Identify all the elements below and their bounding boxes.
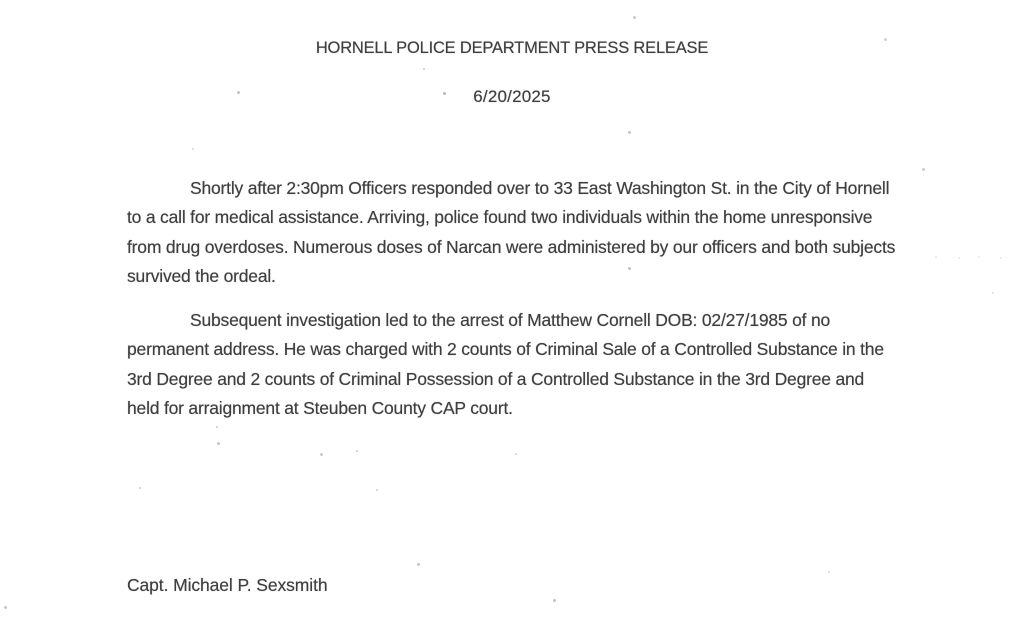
signature-line: Capt. Michael P. Sexsmith xyxy=(127,575,328,595)
scan-speck xyxy=(320,453,323,456)
scan-speck xyxy=(217,442,220,445)
scan-speck xyxy=(828,571,830,573)
scan-speck xyxy=(417,563,420,566)
scan-speck xyxy=(423,68,425,70)
document-date: 6/20/2025 xyxy=(473,87,551,106)
scan-speck xyxy=(376,489,378,491)
scan-speck xyxy=(356,450,358,452)
scan-speck xyxy=(216,426,218,428)
paragraph-arrest: Subsequent investigation led to the arrest of Matthew Cornell DOB: 02/27/1985 of no permanent address. He was charged with 2 counts of Criminal Sale of a Controlled Substance in the 3rd Degree and 2 counts of Criminal Possession of a Controlled Substance in the 3rd Degree and held for arraignment at Steuben County CAP court. xyxy=(127,310,884,418)
document-title: HORNELL POLICE DEPARTMENT PRESS RELEASE xyxy=(315,39,709,57)
scan-speck xyxy=(922,168,925,171)
scan-speck xyxy=(958,257,960,259)
scan-speck xyxy=(628,131,631,134)
scan-speck xyxy=(1000,257,1002,259)
scan-speck xyxy=(515,453,517,455)
scan-speck xyxy=(4,606,7,609)
paragraph-incident: Shortly after 2:30pm Officers responded over to 33 East Washington St. in the City of Hornell to a call for medical assistance. Arriving, police found two individuals within the home unresponsive from drug overdoses. Numerous doses of Narcan were administered by our officers and both subjects survived the ordeal. xyxy=(127,178,896,286)
scan-speck xyxy=(139,487,141,489)
scan-speck xyxy=(633,16,636,19)
scan-speck xyxy=(553,599,556,602)
scan-speck xyxy=(992,292,994,294)
scan-speck xyxy=(192,148,194,150)
scan-speck xyxy=(935,256,937,258)
scan-speck xyxy=(978,256,980,258)
